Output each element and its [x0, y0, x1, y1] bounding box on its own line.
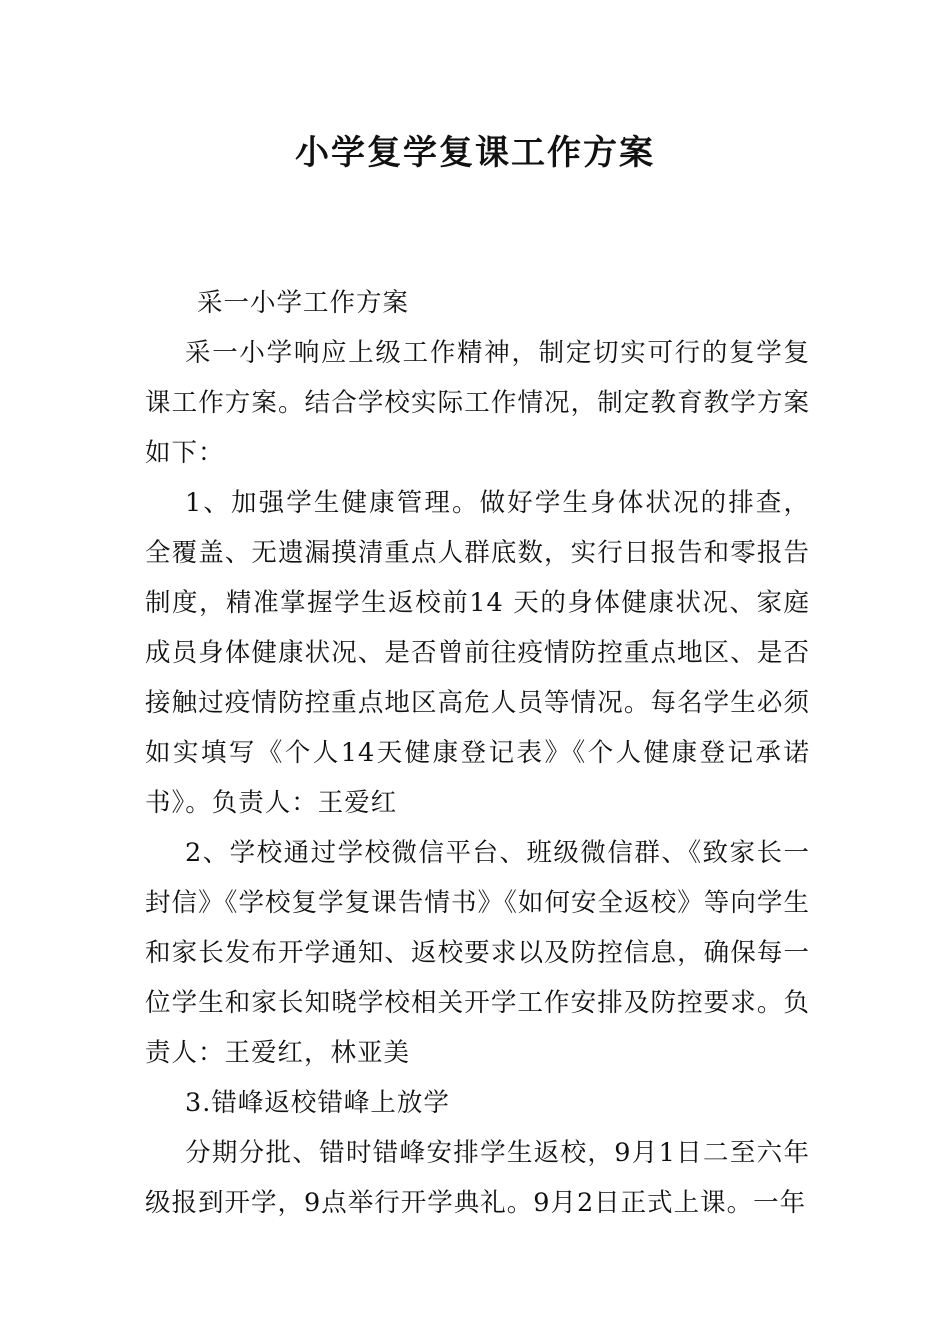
paragraph-intro: 采一小学响应上级工作精神，制定切实可行的复学复课工作方案。结合学校实际工作情况，制定教育教学方案如下： [145, 338, 810, 468]
paragraph-item-3-heading: 3.错峰返校错峰上放学 [185, 1088, 450, 1118]
document-subheading: 采一小学工作方案 [197, 288, 410, 318]
paragraph-item-3-body: 分期分批、错时错峰安排学生返校，9月1日二至六年级报到开学，9点举行开学典礼。9月2日正式上课。一年 [145, 1138, 810, 1218]
document-body [145, 278, 810, 1228]
paragraph-item-2: 2、学校通过学校微信平台、班级微信群、《致家长一封信》《学校复学复课告情书》《如何安全返校》等向学生和家长发布开学通知、返校要求以及防控信息，确保每一位学生和家长知晓学校相关开学工作安排及防控要求。负责人：王爱红，林亚美 [145, 838, 810, 1068]
document-title: 小学复学复课工作方案 [295, 133, 655, 173]
paragraph-item-1: 1、加强学生健康管理。做好学生身体状况的排查，全覆盖、无遗漏摸清重点人群底数，实行日报告和零报告制度，精准掌握学生返校前14 天的身体健康状况、家庭成员身体健康状况、是否曾前往疫情防控重点地区、是否接触过疫情防控重点地区高危人员等情况。每名学生必须如实填写《个人14天健康登记表》《个人健康登记承诺书》。负责人：王爱红 [145, 488, 810, 818]
